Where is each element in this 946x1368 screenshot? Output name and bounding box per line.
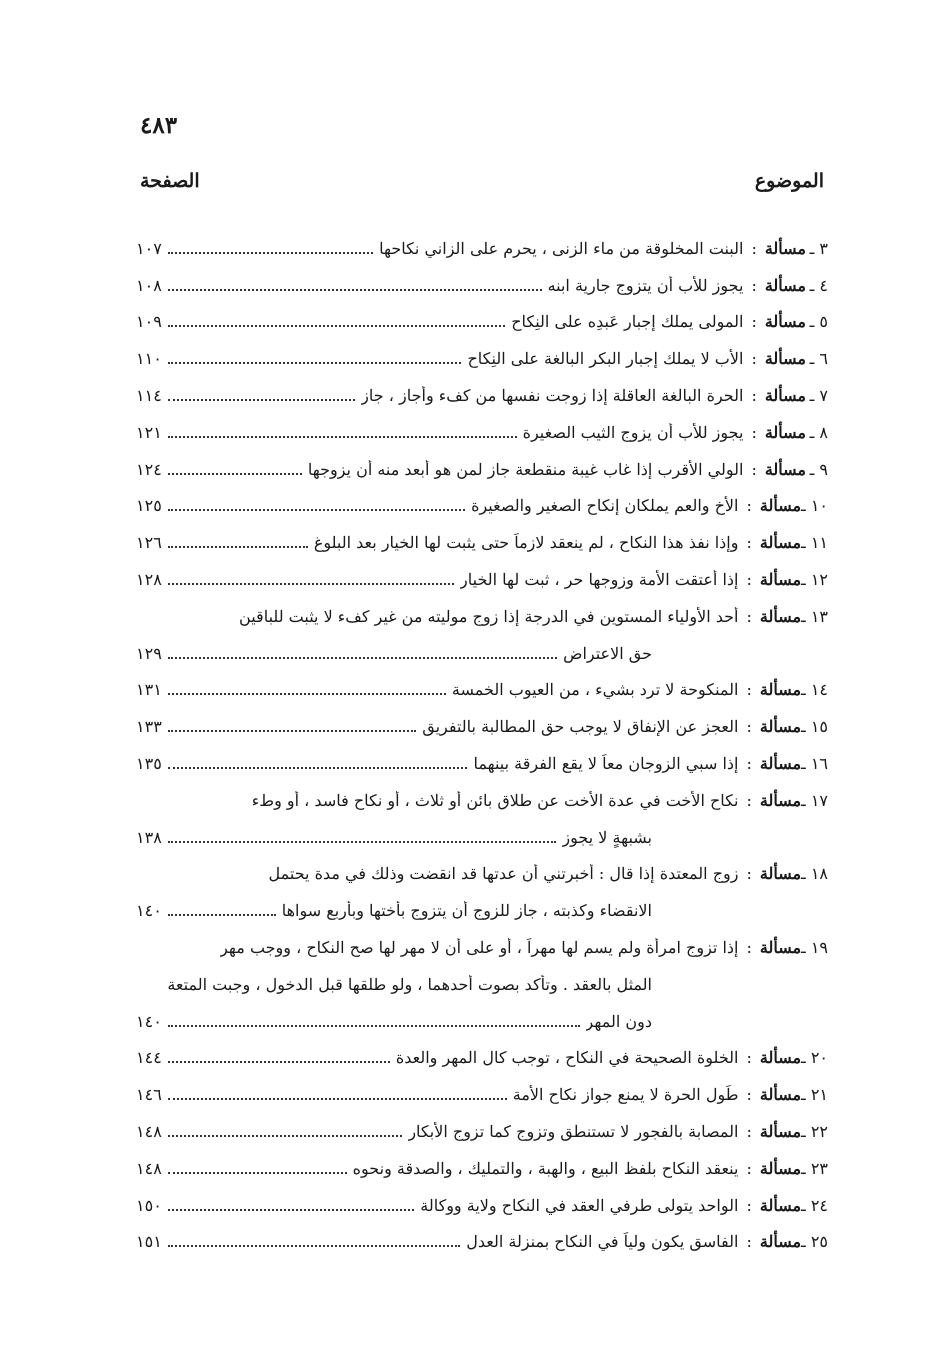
dot-leader — [168, 252, 373, 254]
toc-entry — [136, 1142, 828, 1179]
entry-page: ١١٠ — [136, 349, 162, 369]
toc-entry-continuation — [136, 627, 828, 664]
entry-page: ١٤٨ — [136, 1158, 162, 1178]
entry-label: مسألة — [764, 459, 806, 479]
toc-entry — [136, 590, 828, 627]
entry-page: ١١٤ — [136, 385, 162, 405]
toc-entry — [136, 1032, 828, 1069]
entry-label: مسألة — [764, 312, 806, 332]
entry-title: الأخ والعم يملكان إنكاح الصغير والصغيرة — [471, 496, 739, 516]
entry-number: ١٠ ـ — [801, 496, 828, 516]
entry-label: مسألة — [759, 717, 802, 737]
entry-page: ١٥٠ — [136, 1195, 162, 1215]
toc-entry — [136, 1179, 828, 1216]
entry-title: ينعقد النكاح بلفظ البيع ، والهبة ، والتمليك ، والصدقة ونحوه — [352, 1158, 739, 1178]
entry-colon: : — [751, 349, 757, 369]
entry-page: ١٤٨ — [136, 1121, 162, 1141]
entry-label: مسألة — [759, 1232, 802, 1252]
entry-label: مسألة — [764, 238, 806, 258]
entry-page: ١٤٠ — [136, 1011, 162, 1031]
entry-colon: : — [746, 864, 752, 884]
entry-label: مسألة — [764, 275, 806, 295]
toc-entry — [136, 296, 828, 333]
dot-leader — [168, 1061, 390, 1063]
toc-entry-continuation — [136, 995, 828, 1032]
entry-colon: : — [751, 385, 757, 405]
entry-colon: : — [751, 238, 757, 258]
page-number: ٤٨٣ — [140, 112, 178, 139]
entry-page: ١٣٥ — [136, 753, 162, 773]
toc-entry — [136, 516, 828, 553]
entry-number: ١٩ ـ — [801, 937, 828, 957]
entry-title: الولي الأقرب إذا غاب غيبة منقطعة جاز لمن هو أبعد منه أن يزوجها — [307, 459, 744, 479]
entry-page: ١٢٩ — [136, 643, 162, 663]
entry-number: ٤ ـ — [809, 275, 828, 295]
entry-number: ٢٥ ـ — [801, 1232, 828, 1252]
entry-number: ٢٣ ـ — [801, 1158, 828, 1178]
toc-entry — [136, 737, 828, 774]
dot-leader — [168, 657, 557, 659]
entry-number: ٢٢ ـ — [801, 1121, 828, 1141]
entry-title: إذا سبي الزوجان معاً لا يقع الفرقة بينهما — [473, 753, 739, 773]
entry-number: ٨ ـ — [809, 422, 828, 442]
entry-colon: : — [751, 459, 757, 479]
entry-label: مسألة — [759, 1158, 802, 1178]
toc-entry-continuation — [136, 884, 828, 921]
entry-title: العجز عن الإنفاق لا يوجب حق المطالبة بالتفريق — [422, 717, 739, 737]
dot-leader — [168, 730, 416, 732]
entry-page: ١٣٣ — [136, 717, 162, 737]
entry-number: ٩ ـ — [809, 459, 828, 479]
entry-title: يجوز للأب أن يزوج الثيب الصغيرة — [522, 422, 744, 442]
dot-leader — [168, 1135, 403, 1137]
dot-leader — [168, 1172, 347, 1174]
entry-page: ١٠٨ — [136, 275, 162, 295]
entry-label: مسألة — [759, 1085, 802, 1105]
header-topic: الموضوع — [754, 170, 824, 192]
header-page: الصفحة — [140, 170, 200, 192]
entry-title: المصابة بالفجور لا تستنطق وتزوج كما تزوج الأبكار — [408, 1121, 739, 1141]
entry-title: يجوز للأب أن يتزوج جارية ابنه — [547, 275, 744, 295]
entry-page: ١٠٧ — [136, 238, 162, 258]
dot-leader — [168, 914, 276, 916]
entry-title: طَول الحرة لا يمنع جواز نكاح الأمة — [512, 1085, 739, 1105]
toc-entry — [136, 774, 828, 811]
entry-title-continued: الانقضاء وكذبته ، جاز للزوج أن يتزوج بأختها وبأربع سواها — [281, 901, 652, 921]
entry-page: ١٣٨ — [136, 827, 162, 847]
entry-title: إذا تزوج امرأة ولم يسم لها مهراً ، أو على أن لا مهر لها صح النكاح ، ووجب مهر — [220, 937, 739, 957]
entry-label: مسألة — [759, 569, 802, 589]
dot-leader — [168, 509, 465, 511]
entry-page: ١٢٤ — [136, 459, 162, 479]
toc-entry — [136, 700, 828, 737]
entry-number: ١٨ ـ — [801, 864, 828, 884]
entry-label: مسألة — [764, 422, 806, 442]
entry-label: مسألة — [759, 1195, 802, 1215]
entry-title: المولى يملك إجبار عَبدِه على النِكاح — [511, 312, 744, 332]
entry-colon: : — [746, 1158, 752, 1178]
entry-title-continued: دون المهر — [585, 1011, 652, 1031]
dot-leader — [168, 289, 542, 291]
entry-number: ٢٠ ـ — [801, 1048, 828, 1068]
entry-number: ١٧ ـ — [801, 790, 828, 810]
entry-title: نكاح الأخت في عدة الأخت عن طلاق بائن أو ثلاث ، أو نكاح فاسد ، أو وطء — [251, 790, 739, 810]
dot-leader — [168, 362, 462, 364]
entry-label: مسألة — [759, 1048, 802, 1068]
entry-colon: : — [746, 790, 752, 810]
entry-label: مسألة — [759, 533, 802, 553]
entry-title-continued: بشبهةٍ لا يجوز — [562, 827, 652, 847]
toc-entry — [136, 1068, 828, 1105]
entry-colon: : — [751, 422, 757, 442]
entry-label: مسألة — [759, 937, 802, 957]
entry-label: مسألة — [759, 790, 802, 810]
entry-number: ١٣ ـ — [801, 606, 828, 626]
dot-leader — [168, 1209, 414, 1211]
entry-number: ٥ ـ — [809, 312, 828, 332]
toc-entry — [136, 848, 828, 885]
dot-leader — [168, 1098, 507, 1100]
entry-label: مسألة — [764, 349, 806, 369]
entry-page: ١٢٥ — [136, 496, 162, 516]
toc-entry — [136, 443, 828, 480]
entry-label: مسألة — [759, 680, 802, 700]
entry-number: ١٥ ـ — [801, 717, 828, 737]
entry-colon: : — [746, 717, 752, 737]
entry-title: البنت المخلوقة من ماء الزنى ، يحرم على الزاني نكاحها — [379, 238, 744, 258]
entry-colon: : — [751, 275, 757, 295]
entry-colon: : — [746, 1232, 752, 1252]
toc-entry — [136, 1216, 828, 1253]
entry-number: ١١ ـ — [801, 533, 828, 553]
table-of-contents — [136, 222, 828, 1252]
entry-colon: : — [746, 496, 752, 516]
entry-number: ٢٤ ـ — [801, 1195, 828, 1215]
dot-leader — [168, 767, 468, 769]
entry-page: ١٥١ — [136, 1232, 162, 1252]
entry-label: مسألة — [759, 864, 802, 884]
entry-page: ١٤٤ — [136, 1048, 162, 1068]
entry-label: مسألة — [759, 1121, 802, 1141]
entry-colon: : — [746, 606, 752, 626]
entry-page: ١٢١ — [136, 422, 162, 442]
entry-number: ٦ ـ — [809, 349, 828, 369]
toc-entry — [136, 1105, 828, 1142]
entry-title: الفاسق يكون ولياً في النكاح بمنزلة العدل — [466, 1232, 739, 1252]
entry-colon: : — [746, 1085, 752, 1105]
dot-leader — [168, 325, 505, 327]
toc-entry — [136, 921, 828, 958]
dot-leader — [168, 473, 302, 475]
entry-title: زوج المعتدة إذا قال : أخبرتني أن عدتها قد انقضت وذلك في مدة يحتمل — [268, 864, 739, 884]
entry-number: ١٤ ـ — [801, 680, 828, 700]
toc-entry-continuation — [136, 958, 828, 995]
toc-entry-continuation — [136, 811, 828, 848]
entry-title-continued: المثل بالعقد . وتأكد بصوت أحدهما ، ولو طلقها قبل الدخول ، وجبت المتعة — [167, 974, 652, 994]
entry-number: ٢١ ـ — [801, 1085, 828, 1105]
toc-entry — [136, 222, 828, 259]
entry-label: مسألة — [764, 385, 806, 405]
entry-colon: : — [746, 937, 752, 957]
dot-leader — [168, 1245, 460, 1247]
dot-leader — [168, 841, 557, 843]
entry-title: أحد الأولياء المستوين في الدرجة إذا زوج موليته من غير كفء لا يثبت للباقين — [239, 606, 739, 626]
toc-entry — [136, 406, 828, 443]
entry-page: ١٣١ — [136, 680, 162, 700]
entry-title: وإذا نفذ هذا النكاح ، لم ينعقد لازماً حتى يثبت لها الخيار بعد البلوغ — [313, 533, 739, 553]
entry-number: ٧ ـ — [809, 385, 828, 405]
dot-leader — [168, 546, 308, 548]
entry-title-continued: حق الاعتراض — [563, 643, 652, 663]
entry-colon: : — [746, 533, 752, 553]
dot-leader — [168, 583, 454, 585]
toc-entry — [136, 369, 828, 406]
toc-entry — [136, 664, 828, 701]
dot-leader — [168, 399, 355, 401]
entry-title: الأب لا يملك إجبار البكر البالغة على النِكاح — [467, 349, 744, 369]
entry-title: الواحد يتولى طرفي العقد في النكاح ولاية ووكالة — [420, 1195, 739, 1215]
entry-page: ١٤٠ — [136, 901, 162, 921]
entry-colon: : — [746, 1195, 752, 1215]
entry-colon: : — [746, 680, 752, 700]
entry-number: ١٦ ـ — [801, 753, 828, 773]
entry-colon: : — [751, 312, 757, 332]
entry-title: الحرة البالغة العاقلة إذا زوجت نفسها من كفء وأجاز ، جاز — [361, 385, 744, 405]
dot-leader — [168, 693, 446, 695]
entry-number: ٣ ـ — [809, 238, 828, 258]
entry-page: ١٤٦ — [136, 1085, 162, 1105]
toc-entry — [136, 553, 828, 590]
entry-colon: : — [746, 569, 752, 589]
dot-leader — [168, 1025, 580, 1027]
entry-label: مسألة — [759, 606, 802, 626]
entry-label: مسألة — [759, 496, 802, 516]
toc-entry — [136, 332, 828, 369]
entry-title: الخلوة الصحيحة في النكاح ، توجب كال المهر والعدة — [395, 1048, 739, 1068]
entry-colon: : — [746, 1048, 752, 1068]
toc-entry — [136, 480, 828, 517]
entry-title: المنكوحة لا ترد بشيء ، من العيوب الخمسة — [451, 680, 739, 700]
entry-colon: : — [746, 1121, 752, 1141]
toc-entry — [136, 259, 828, 296]
entry-page: ١٢٨ — [136, 569, 162, 589]
entry-page: ١٠٩ — [136, 312, 162, 332]
entry-number: ١٢ ـ — [801, 569, 828, 589]
dot-leader — [168, 436, 517, 438]
entry-title: إذا أعتقت الأمة وزوجها حر ، ثبت لها الخيار — [460, 569, 739, 589]
entry-colon: : — [746, 753, 752, 773]
entry-label: مسألة — [759, 753, 802, 773]
entry-page: ١٢٦ — [136, 533, 162, 553]
